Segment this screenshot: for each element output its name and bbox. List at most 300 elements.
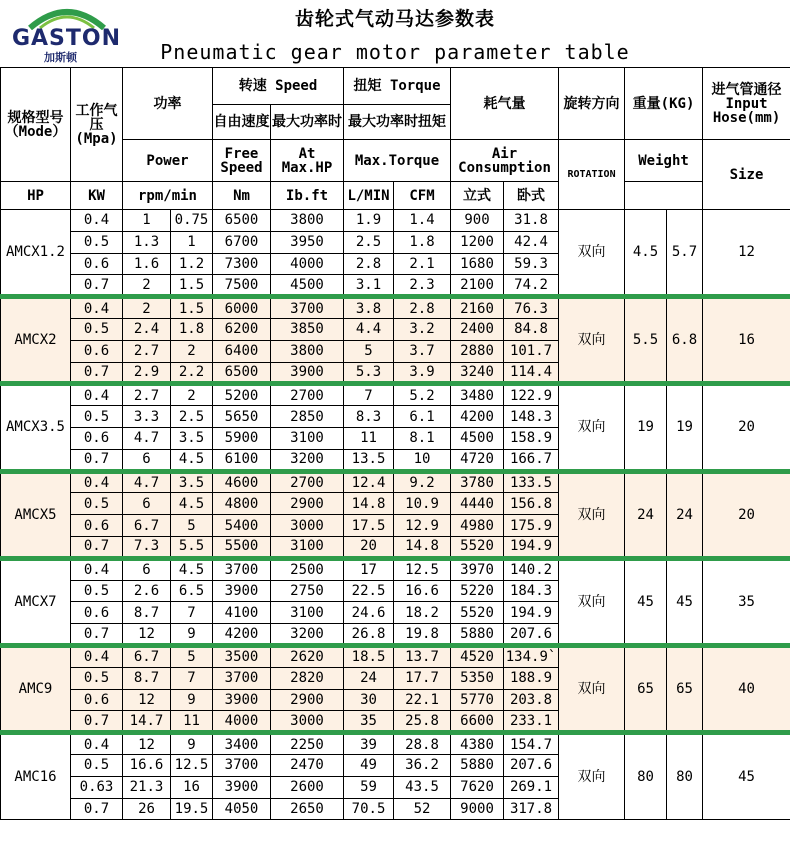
air-cfm-cell: 184.3: [504, 580, 559, 602]
hp-cell: 1: [123, 210, 171, 232]
maxhp-speed-cell: 2900: [271, 493, 344, 515]
hose-size-cell: 12: [703, 210, 790, 297]
header-rpm: rpm/min: [123, 182, 213, 210]
weight-vertical-cell: 45: [625, 558, 667, 645]
weight-horizontal-cell: 6.8: [667, 297, 703, 384]
maxhp-speed-cell: 4000: [271, 253, 344, 275]
header-lbft: Ib.ft: [271, 182, 344, 210]
header-row-1: [1, 68, 790, 105]
hp-cell: 1.3: [123, 231, 171, 253]
pressure-cell: 0.7: [71, 449, 123, 471]
torque-lbft-cell: 1.8: [394, 231, 451, 253]
maxhp-speed-cell: 3200: [271, 624, 344, 646]
maxhp-speed-cell: 2600: [271, 776, 344, 798]
air-lmin-cell: 3970: [451, 558, 504, 580]
torque-lbft-cell: 52: [394, 798, 451, 820]
free-speed-cell: 5200: [213, 384, 271, 406]
header-hose-en: Input Hose(mm): [712, 95, 781, 126]
air-lmin-cell: 3780: [451, 471, 504, 493]
air-cfm-cell: 188.9: [504, 667, 559, 689]
header-speed: 转速 Speed: [213, 68, 344, 105]
rotation-cell: 双向: [559, 645, 625, 732]
table-row: [1, 558, 790, 580]
page-header: [0, 0, 790, 68]
free-speed-cell: 6400: [213, 340, 271, 362]
maxhp-speed-cell: 2700: [271, 384, 344, 406]
pressure-cell: 0.5: [71, 667, 123, 689]
rotation-cell: 双向: [559, 733, 625, 820]
air-cfm-cell: 84.8: [504, 318, 559, 340]
torque-nm-cell: 5.3: [344, 362, 394, 384]
free-speed-cell: 4100: [213, 602, 271, 624]
maxhp-speed-cell: 3900: [271, 362, 344, 384]
maxhp-speed-cell: 3950: [271, 231, 344, 253]
free-speed-cell: 5400: [213, 515, 271, 537]
torque-lbft-cell: 10: [394, 449, 451, 471]
header-nm: Nm: [213, 182, 271, 210]
torque-nm-cell: 3.8: [344, 297, 394, 319]
air-cfm-cell: 140.2: [504, 558, 559, 580]
air-cfm-cell: 194.9: [504, 536, 559, 558]
hose-size-cell: 40: [703, 645, 790, 732]
header-free-cn: 自由速度: [213, 105, 271, 140]
air-lmin-cell: 5880: [451, 754, 504, 776]
hose-size-cell: 16: [703, 297, 790, 384]
maxhp-speed-cell: 3800: [271, 210, 344, 232]
hp-cell: 12: [123, 624, 171, 646]
air-cfm-cell: 194.9: [504, 602, 559, 624]
air-lmin-cell: 2880: [451, 340, 504, 362]
maxhp-speed-cell: 2650: [271, 798, 344, 820]
air-lmin-cell: 2100: [451, 275, 504, 297]
weight-vertical-cell: 4.5: [625, 210, 667, 297]
torque-lbft-cell: 5.2: [394, 384, 451, 406]
kw-cell: 1.5: [171, 275, 213, 297]
kw-cell: 6.5: [171, 580, 213, 602]
pressure-cell: 0.7: [71, 362, 123, 384]
air-lmin-cell: 9000: [451, 798, 504, 820]
maxhp-speed-cell: 2500: [271, 558, 344, 580]
maxhp-speed-cell: 3100: [271, 536, 344, 558]
air-cfm-cell: 175.9: [504, 515, 559, 537]
pressure-cell: 0.4: [71, 733, 123, 755]
weight-horizontal-cell: 80: [667, 733, 703, 820]
air-lmin-cell: 4440: [451, 493, 504, 515]
free-speed-cell: 6500: [213, 362, 271, 384]
free-speed-cell: 4200: [213, 624, 271, 646]
torque-nm-cell: 70.5: [344, 798, 394, 820]
torque-lbft-cell: 36.2: [394, 754, 451, 776]
header-weight-en: Weight: [625, 140, 703, 182]
air-cfm-cell: 148.3: [504, 406, 559, 428]
hp-cell: 21.3: [123, 776, 171, 798]
parameter-table: [0, 67, 790, 820]
air-cfm-cell: 133.5: [504, 471, 559, 493]
header-size: Size: [703, 140, 790, 210]
torque-nm-cell: 5: [344, 340, 394, 362]
torque-nm-cell: 59: [344, 776, 394, 798]
torque-nm-cell: 24: [344, 667, 394, 689]
pressure-cell: 0.4: [71, 384, 123, 406]
free-speed-cell: 4000: [213, 711, 271, 733]
rotation-cell: 双向: [559, 297, 625, 384]
torque-nm-cell: 17.5: [344, 515, 394, 537]
torque-nm-cell: 18.5: [344, 645, 394, 667]
kw-cell: 3.5: [171, 427, 213, 449]
hp-cell: 1.6: [123, 253, 171, 275]
header-torque: 扭矩 Torque: [344, 68, 451, 105]
air-cfm-cell: 203.8: [504, 689, 559, 711]
header-air-cn: 耗气量: [451, 68, 559, 140]
hp-cell: 2.9: [123, 362, 171, 384]
torque-nm-cell: 35: [344, 711, 394, 733]
kw-cell: 2.5: [171, 406, 213, 428]
kw-cell: 7: [171, 667, 213, 689]
air-lmin-cell: 5220: [451, 580, 504, 602]
torque-lbft-cell: 9.2: [394, 471, 451, 493]
air-cfm-cell: 101.7: [504, 340, 559, 362]
air-cfm-cell: 158.9: [504, 427, 559, 449]
free-speed-cell: 3500: [213, 645, 271, 667]
model-cell: AMC16: [1, 733, 71, 820]
maxhp-speed-cell: 2250: [271, 733, 344, 755]
air-cfm-cell: 207.6: [504, 754, 559, 776]
torque-nm-cell: 22.5: [344, 580, 394, 602]
hp-cell: 26: [123, 798, 171, 820]
pressure-cell: 0.7: [71, 536, 123, 558]
torque-lbft-cell: 6.1: [394, 406, 451, 428]
header-free-en: Free Speed: [213, 140, 271, 182]
torque-nm-cell: 49: [344, 754, 394, 776]
torque-lbft-cell: 3.2: [394, 318, 451, 340]
free-speed-cell: 5900: [213, 427, 271, 449]
pressure-cell: 0.5: [71, 580, 123, 602]
header-maxhp-cn: 最大功率时: [271, 105, 344, 140]
header-vertical: 立式: [451, 182, 504, 210]
air-lmin-cell: 5770: [451, 689, 504, 711]
hp-cell: 2.6: [123, 580, 171, 602]
torque-lbft-cell: 1.4: [394, 210, 451, 232]
weight-horizontal-cell: 19: [667, 384, 703, 471]
air-lmin-cell: 3480: [451, 384, 504, 406]
model-cell: AMCX7: [1, 558, 71, 645]
model-cell: AMCX1.2: [1, 210, 71, 297]
air-lmin-cell: 2400: [451, 318, 504, 340]
hp-cell: 2.7: [123, 340, 171, 362]
kw-cell: 4.5: [171, 493, 213, 515]
header-torque-cn: 最大功率时扭矩: [344, 105, 451, 140]
maxhp-speed-cell: 3850: [271, 318, 344, 340]
kw-cell: 9: [171, 689, 213, 711]
kw-cell: 11: [171, 711, 213, 733]
pressure-cell: 0.63: [71, 776, 123, 798]
header-weight-cn: 重量(KG): [625, 68, 703, 140]
kw-cell: 2: [171, 340, 213, 362]
air-cfm-cell: 233.1: [504, 711, 559, 733]
maxhp-speed-cell: 2470: [271, 754, 344, 776]
air-lmin-cell: 4520: [451, 645, 504, 667]
torque-lbft-cell: 2.1: [394, 253, 451, 275]
kw-cell: 9: [171, 733, 213, 755]
maxhp-speed-cell: 3100: [271, 602, 344, 624]
header-hose-cn: 进气管通径: [711, 81, 782, 98]
air-lmin-cell: 5880: [451, 624, 504, 646]
kw-cell: 1.8: [171, 318, 213, 340]
torque-nm-cell: 13.5: [344, 449, 394, 471]
free-speed-cell: 6700: [213, 231, 271, 253]
hp-cell: 2: [123, 297, 171, 319]
rotation-cell: 双向: [559, 471, 625, 558]
air-cfm-cell: 31.8: [504, 210, 559, 232]
free-speed-cell: 3400: [213, 733, 271, 755]
torque-lbft-cell: 19.8: [394, 624, 451, 646]
air-cfm-cell: 59.3: [504, 253, 559, 275]
pressure-cell: 0.6: [71, 602, 123, 624]
kw-cell: 1: [171, 231, 213, 253]
table-row: [1, 384, 790, 406]
weight-vertical-cell: 24: [625, 471, 667, 558]
kw-cell: 2.2: [171, 362, 213, 384]
hp-cell: 4.7: [123, 471, 171, 493]
maxhp-speed-cell: 3800: [271, 340, 344, 362]
hp-cell: 8.7: [123, 602, 171, 624]
header-model: [1, 68, 71, 182]
kw-cell: 4.5: [171, 449, 213, 471]
header-kw: KW: [71, 182, 123, 210]
free-speed-cell: 4800: [213, 493, 271, 515]
kw-cell: 12.5: [171, 754, 213, 776]
pressure-cell: 0.6: [71, 515, 123, 537]
hp-cell: 12: [123, 689, 171, 711]
kw-cell: 1.2: [171, 253, 213, 275]
page-title-en: Pneumatic gear motor parameter table: [160, 40, 630, 64]
pressure-cell: 0.5: [71, 231, 123, 253]
air-lmin-cell: 4380: [451, 733, 504, 755]
air-lmin-cell: 1200: [451, 231, 504, 253]
maxhp-speed-cell: 3000: [271, 711, 344, 733]
torque-lbft-cell: 2.8: [394, 297, 451, 319]
page-title-cn: 齿轮式气动马达参数表: [294, 8, 495, 30]
weight-vertical-cell: 19: [625, 384, 667, 471]
maxhp-speed-cell: 3700: [271, 297, 344, 319]
air-cfm-cell: 134.9`: [504, 645, 559, 667]
pressure-cell: 0.7: [71, 624, 123, 646]
torque-nm-cell: 26.8: [344, 624, 394, 646]
rotation-cell: 双向: [559, 210, 625, 297]
maxhp-speed-cell: 4500: [271, 275, 344, 297]
kw-cell: 16: [171, 776, 213, 798]
air-lmin-cell: 900: [451, 210, 504, 232]
free-speed-cell: 3900: [213, 580, 271, 602]
maxhp-speed-cell: 2750: [271, 580, 344, 602]
header-air-en: Air Consumption: [451, 140, 559, 182]
model-cell: AMCX5: [1, 471, 71, 558]
table-body: [1, 210, 790, 820]
air-lmin-cell: 4720: [451, 449, 504, 471]
torque-lbft-cell: 3.7: [394, 340, 451, 362]
hp-cell: 6: [123, 493, 171, 515]
free-speed-cell: 3900: [213, 776, 271, 798]
header-model-cn: 规格型号: [7, 109, 64, 126]
torque-lbft-cell: 22.1: [394, 689, 451, 711]
kw-cell: 7: [171, 602, 213, 624]
hp-cell: 16.6: [123, 754, 171, 776]
pressure-cell: 0.7: [71, 798, 123, 820]
header-hp: HP: [1, 182, 71, 210]
header-torque-en: Max.Torque: [344, 140, 451, 182]
logo-sub: 加斯顿: [44, 51, 77, 64]
torque-nm-cell: 24.6: [344, 602, 394, 624]
torque-nm-cell: 2.5: [344, 231, 394, 253]
table-row: [1, 297, 790, 319]
torque-lbft-cell: 3.9: [394, 362, 451, 384]
hose-size-cell: 20: [703, 384, 790, 471]
free-speed-cell: 6200: [213, 318, 271, 340]
air-lmin-cell: 6600: [451, 711, 504, 733]
air-lmin-cell: 5520: [451, 602, 504, 624]
air-cfm-cell: 114.4: [504, 362, 559, 384]
free-speed-cell: 5650: [213, 406, 271, 428]
torque-lbft-cell: 16.6: [394, 580, 451, 602]
hose-size-cell: 35: [703, 558, 790, 645]
torque-lbft-cell: 43.5: [394, 776, 451, 798]
free-speed-cell: 6500: [213, 210, 271, 232]
torque-lbft-cell: 12.9: [394, 515, 451, 537]
torque-nm-cell: 17: [344, 558, 394, 580]
torque-nm-cell: 8.3: [344, 406, 394, 428]
hp-cell: 4.7: [123, 427, 171, 449]
weight-vertical-cell: 5.5: [625, 297, 667, 384]
rotation-cell: 双向: [559, 558, 625, 645]
free-speed-cell: 3700: [213, 754, 271, 776]
header-maxhp-en: At Max.HP: [271, 140, 344, 182]
torque-lbft-cell: 28.8: [394, 733, 451, 755]
table-row: [1, 645, 790, 667]
torque-lbft-cell: 18.2: [394, 602, 451, 624]
air-cfm-cell: 269.1: [504, 776, 559, 798]
pressure-cell: 0.6: [71, 340, 123, 362]
torque-nm-cell: 30: [344, 689, 394, 711]
air-lmin-cell: 4980: [451, 515, 504, 537]
weight-vertical-cell: 80: [625, 733, 667, 820]
air-lmin-cell: 4500: [451, 427, 504, 449]
air-cfm-cell: 166.7: [504, 449, 559, 471]
torque-lbft-cell: 13.7: [394, 645, 451, 667]
air-cfm-cell: 74.2: [504, 275, 559, 297]
pressure-cell: 0.6: [71, 427, 123, 449]
maxhp-speed-cell: 2900: [271, 689, 344, 711]
header-row-4: [1, 182, 790, 210]
torque-nm-cell: 20: [344, 536, 394, 558]
pressure-cell: 0.5: [71, 754, 123, 776]
header-hose: [703, 68, 790, 140]
logo-word: GASTON: [11, 26, 122, 51]
air-cfm-cell: 76.3: [504, 297, 559, 319]
torque-nm-cell: 11: [344, 427, 394, 449]
air-lmin-cell: 3240: [451, 362, 504, 384]
hp-cell: 2: [123, 275, 171, 297]
air-cfm-cell: 317.8: [504, 798, 559, 820]
free-speed-cell: 3900: [213, 689, 271, 711]
hp-cell: 2.4: [123, 318, 171, 340]
kw-cell: 5.5: [171, 536, 213, 558]
free-speed-cell: 4600: [213, 471, 271, 493]
table-row: [1, 471, 790, 493]
header-rotation-cn: 旋转方向: [559, 68, 625, 140]
pressure-cell: 0.4: [71, 210, 123, 232]
kw-cell: 5: [171, 645, 213, 667]
hp-cell: 6: [123, 449, 171, 471]
header-power-en: Power: [123, 140, 213, 182]
kw-cell: 2: [171, 384, 213, 406]
header-lmin: L/MIN: [344, 182, 394, 210]
torque-lbft-cell: 17.7: [394, 667, 451, 689]
rotation-cell: 双向: [559, 384, 625, 471]
hp-cell: 2.7: [123, 384, 171, 406]
hp-cell: 8.7: [123, 667, 171, 689]
kw-cell: 5: [171, 515, 213, 537]
free-speed-cell: 6000: [213, 297, 271, 319]
torque-nm-cell: 1.9: [344, 210, 394, 232]
weight-horizontal-cell: 65: [667, 645, 703, 732]
free-speed-cell: 3700: [213, 558, 271, 580]
maxhp-speed-cell: 3000: [271, 515, 344, 537]
pressure-cell: 0.4: [71, 558, 123, 580]
air-lmin-cell: 7620: [451, 776, 504, 798]
torque-lbft-cell: 2.3: [394, 275, 451, 297]
kw-cell: 0.75: [171, 210, 213, 232]
hose-size-cell: 20: [703, 471, 790, 558]
header-cfm: CFM: [394, 182, 451, 210]
header-horizontal: 卧式: [504, 182, 559, 210]
torque-nm-cell: 2.8: [344, 253, 394, 275]
header-pressure-en: (Mpa): [75, 130, 118, 147]
kw-cell: 3.5: [171, 471, 213, 493]
torque-lbft-cell: 12.5: [394, 558, 451, 580]
hp-cell: 3.3: [123, 406, 171, 428]
air-lmin-cell: 2160: [451, 297, 504, 319]
torque-lbft-cell: 14.8: [394, 536, 451, 558]
kw-cell: 9: [171, 624, 213, 646]
maxhp-speed-cell: 3100: [271, 427, 344, 449]
hp-cell: 6.7: [123, 515, 171, 537]
pressure-cell: 0.4: [71, 297, 123, 319]
pressure-cell: 0.6: [71, 689, 123, 711]
header-rotation-en: ROTATION: [559, 140, 625, 210]
torque-lbft-cell: 25.8: [394, 711, 451, 733]
model-cell: AMC9: [1, 645, 71, 732]
air-cfm-cell: 122.9: [504, 384, 559, 406]
air-lmin-cell: 5350: [451, 667, 504, 689]
kw-cell: 4.5: [171, 558, 213, 580]
kw-cell: 1.5: [171, 297, 213, 319]
pressure-cell: 0.7: [71, 711, 123, 733]
pressure-cell: 0.4: [71, 471, 123, 493]
pressure-cell: 0.5: [71, 318, 123, 340]
maxhp-speed-cell: 2820: [271, 667, 344, 689]
table-row: [1, 733, 790, 755]
weight-horizontal-cell: 45: [667, 558, 703, 645]
hose-size-cell: 45: [703, 733, 790, 820]
maxhp-speed-cell: 2850: [271, 406, 344, 428]
air-lmin-cell: 4200: [451, 406, 504, 428]
air-cfm-cell: 156.8: [504, 493, 559, 515]
free-speed-cell: 4050: [213, 798, 271, 820]
header-pressure: [71, 68, 123, 182]
weight-vertical-cell: 65: [625, 645, 667, 732]
pressure-cell: 0.5: [71, 406, 123, 428]
air-cfm-cell: 42.4: [504, 231, 559, 253]
